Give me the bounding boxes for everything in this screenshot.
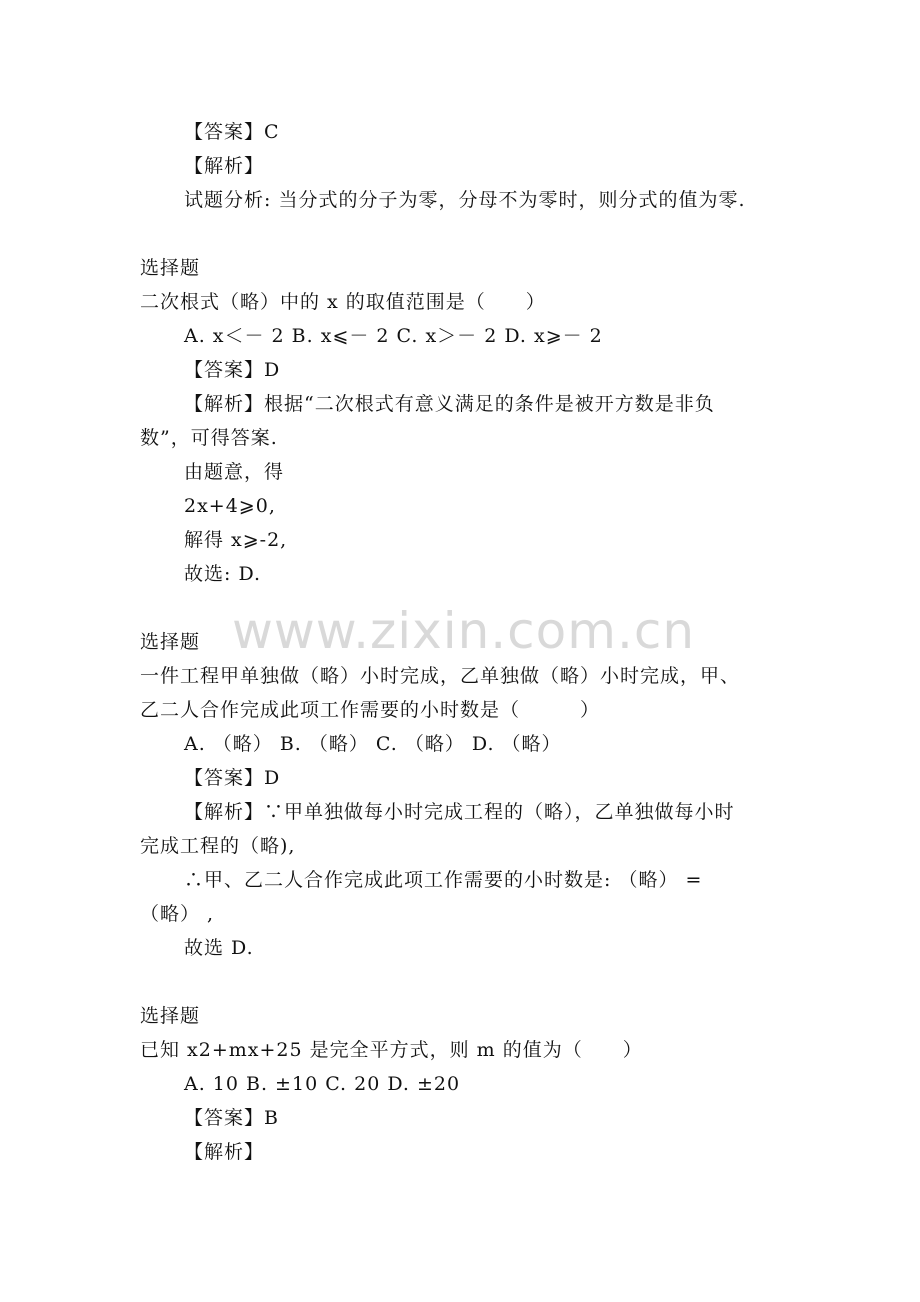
analysis-text: 解得 x⩾-2, [184,529,288,551]
analysis-text: 故选: D. [184,563,262,585]
analysis-text: 故选 D. [184,937,254,959]
answer-label: 【答案】D [184,767,281,789]
analysis-text: （略） , [140,903,215,925]
section-heading: 选择题 [140,1005,201,1027]
section-heading: 选择题 [140,257,201,279]
question-text: 二次根式（略）中的 x 的取值范围是（ ） [140,291,546,313]
analysis-text: 【解析】根据“二次根式有意义满足的条件是被开方数是非负 [184,393,715,415]
question-text: 已知 x2+mx+25 是完全平方式，则 m 的值为（ ） [140,1039,643,1061]
question-options: A. （略） B. （略） C. （略） D. （略） [184,733,562,755]
analysis-text: ∴甲、乙二人合作完成此项工作需要的小时数是: （略） = [184,869,703,891]
question-text: 乙二人合作完成此项工作需要的小时数是（ ） [140,699,601,721]
answer-label: 【答案】D [184,359,281,381]
analysis-text: 由题意，得 [184,461,285,483]
answer-label: 【答案】C [184,121,280,143]
section-heading: 选择题 [140,631,201,653]
analysis-label: 【解析】 [184,1141,265,1163]
question-options: A. 10 B. ±10 C. 20 D. ±20 [184,1073,461,1095]
analysis-text: 完成工程的（略), [140,835,296,857]
analysis-text: 【解析】∵甲单独做每小时完成工程的（略），乙单独做每小时 [184,801,735,823]
analysis-text: 数”，可得答案. [140,427,278,449]
watermark: www.zixin.com.cn [232,602,696,660]
question-text: 一件工程甲单独做（略）小时完成，乙单独做（略）小时完成，甲、 [140,665,741,687]
analysis-text: 试题分析: 当分式的分子为零，分母不为零时，则分式的值为零. [184,189,746,211]
analysis-text: 2x+4⩾0, [184,495,276,517]
question-options: A. x＜－ 2 B. x⩽－ 2 C. x＞－ 2 D. x⩾－ 2 [184,325,603,347]
answer-label: 【答案】B [184,1107,279,1129]
analysis-label: 【解析】 [184,155,265,177]
